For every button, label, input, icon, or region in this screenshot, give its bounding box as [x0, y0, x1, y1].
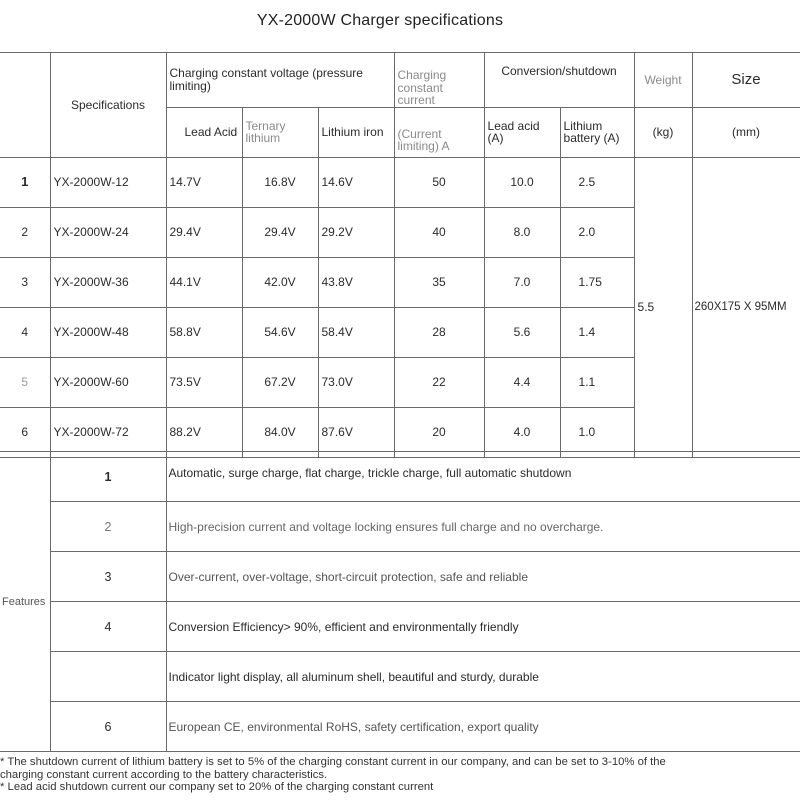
row-shutdown-lead-acid: 4.0: [484, 407, 560, 457]
feature-index: 6: [50, 702, 166, 752]
row-lead-acid-voltage: 73.5V: [166, 357, 242, 407]
row-lead-acid-voltage: 88.2V: [166, 407, 242, 457]
feature-row: [0, 502, 800, 552]
row-ternary-voltage: 16.8V: [242, 157, 318, 207]
row-constant-current: 40: [394, 207, 484, 257]
features-table: [0, 451, 800, 752]
row-shutdown-lead-acid: 4.4: [484, 357, 560, 407]
row-ternary-voltage: 29.4V: [242, 207, 318, 257]
header-lead-acid: Lead Acid: [166, 107, 242, 157]
feature-text: High-precision current and voltage locking ensures full charge and no overcharge.: [166, 502, 800, 552]
row-lead-acid-voltage: 14.7V: [166, 157, 242, 207]
row-lead-acid-voltage: 58.8V: [166, 307, 242, 357]
feature-index: 3: [50, 552, 166, 602]
row-index: 3: [0, 257, 50, 307]
row-constant-current: 35: [394, 257, 484, 307]
row-ternary-voltage: 54.6V: [242, 307, 318, 357]
row-lead-acid-voltage: 29.4V: [166, 207, 242, 257]
row-index: 2: [0, 207, 50, 257]
page-title: YX-2000W Charger specifications: [256, 12, 504, 29]
row-index: 6: [0, 407, 50, 457]
feature-row: [0, 452, 800, 502]
size-value: 260X175 X 95MM: [692, 157, 800, 457]
row-shutdown-lithium: 2.0: [560, 207, 634, 257]
row-ternary-voltage: 84.0V: [242, 407, 318, 457]
row-lithium-iron-voltage: 73.0V: [318, 357, 394, 407]
header-shutdown-lithium: Lithium battery (A): [560, 107, 634, 157]
header-size-unit: (mm): [692, 107, 800, 157]
header-blank-cell: [0, 53, 50, 158]
row-ternary-voltage: 67.2V: [242, 357, 318, 407]
header-row-1: [0, 53, 800, 108]
header-weight: Weight: [634, 53, 692, 108]
features-label: Features: [0, 452, 50, 752]
header-weight-unit: (kg): [634, 107, 692, 157]
feature-text: Indicator light display, all aluminum shell, beautiful and sturdy, durable: [166, 652, 800, 702]
row-lead-acid-voltage: 44.1V: [166, 257, 242, 307]
feature-row: [0, 602, 800, 652]
feature-row: [0, 702, 800, 752]
header-shutdown-lead-acid: Lead acid (A): [484, 107, 560, 157]
header-current-limiting: (Current limiting) A: [394, 107, 484, 157]
row-lithium-iron-voltage: 29.2V: [318, 207, 394, 257]
feature-row: [0, 652, 800, 702]
header-charging-constant-voltage: Charging constant voltage (pressure limiting): [166, 53, 394, 108]
row-shutdown-lead-acid: 5.6: [484, 307, 560, 357]
row-shutdown-lithium: 1.75: [560, 257, 634, 307]
feature-index: [50, 652, 166, 702]
feature-text: European CE, environmental RoHS, safety certification, export quality: [166, 702, 800, 752]
row-lithium-iron-voltage: 58.4V: [318, 307, 394, 357]
row-shutdown-lead-acid: 8.0: [484, 207, 560, 257]
row-constant-current: 20: [394, 407, 484, 457]
row-model: YX-2000W-48: [50, 307, 166, 357]
table-row: [0, 157, 800, 207]
spec-table: [0, 52, 800, 458]
row-model: YX-2000W-12: [50, 157, 166, 207]
header-charging-constant-current: Charging constant current: [394, 53, 484, 108]
row-shutdown-lithium: 1.1: [560, 357, 634, 407]
feature-index: 1: [50, 452, 166, 502]
weight-value: 5.5: [634, 157, 692, 457]
row-lithium-iron-voltage: 87.6V: [318, 407, 394, 457]
header-conversion-shutdown: Conversion/shutdown: [484, 53, 634, 108]
row-shutdown-lithium: 1.4: [560, 307, 634, 357]
footnote-lithium-shutdown: * The shutdown current of lithium battery is set to 5% of the charging constant current in our company, and can be set to 3-10% of the charging constant current according to the battery characteristics.: [0, 756, 666, 781]
row-model: YX-2000W-24: [50, 207, 166, 257]
feature-text: Over-current, over-voltage, short-circuit protection, safe and reliable: [166, 552, 800, 602]
row-model: YX-2000W-60: [50, 357, 166, 407]
row-shutdown-lead-acid: 10.0: [484, 157, 560, 207]
header-ternary-lithium: Ternary lithium: [242, 107, 318, 157]
header-lithium-iron: Lithium iron: [318, 107, 394, 157]
row-shutdown-lithium: 2.5: [560, 157, 634, 207]
row-index: 4: [0, 307, 50, 357]
feature-text: Automatic, surge charge, flat charge, trickle charge, full automatic shutdown: [166, 452, 800, 502]
feature-index: 4: [50, 602, 166, 652]
feature-row: [0, 552, 800, 602]
row-constant-current: 22: [394, 357, 484, 407]
row-constant-current: 50: [394, 157, 484, 207]
row-lithium-iron-voltage: 14.6V: [318, 157, 394, 207]
row-index: 1: [0, 157, 50, 207]
footnotes: [0, 756, 690, 794]
header-size: Size: [692, 53, 800, 108]
row-constant-current: 28: [394, 307, 484, 357]
row-ternary-voltage: 42.0V: [242, 257, 318, 307]
header-specifications: Specifications: [50, 53, 166, 158]
row-model: YX-2000W-72: [50, 407, 166, 457]
row-shutdown-lead-acid: 7.0: [484, 257, 560, 307]
row-lithium-iron-voltage: 43.8V: [318, 257, 394, 307]
footnote-lead-acid-shutdown: * Lead acid shutdown current our company set to 20% of the charging constant current: [0, 781, 434, 793]
feature-index: 2: [50, 502, 166, 552]
row-index: 5: [0, 357, 50, 407]
row-shutdown-lithium: 1.0: [560, 407, 634, 457]
row-model: YX-2000W-36: [50, 257, 166, 307]
feature-text: Conversion Efficiency> 90%, efficient and environmentally friendly: [166, 602, 800, 652]
